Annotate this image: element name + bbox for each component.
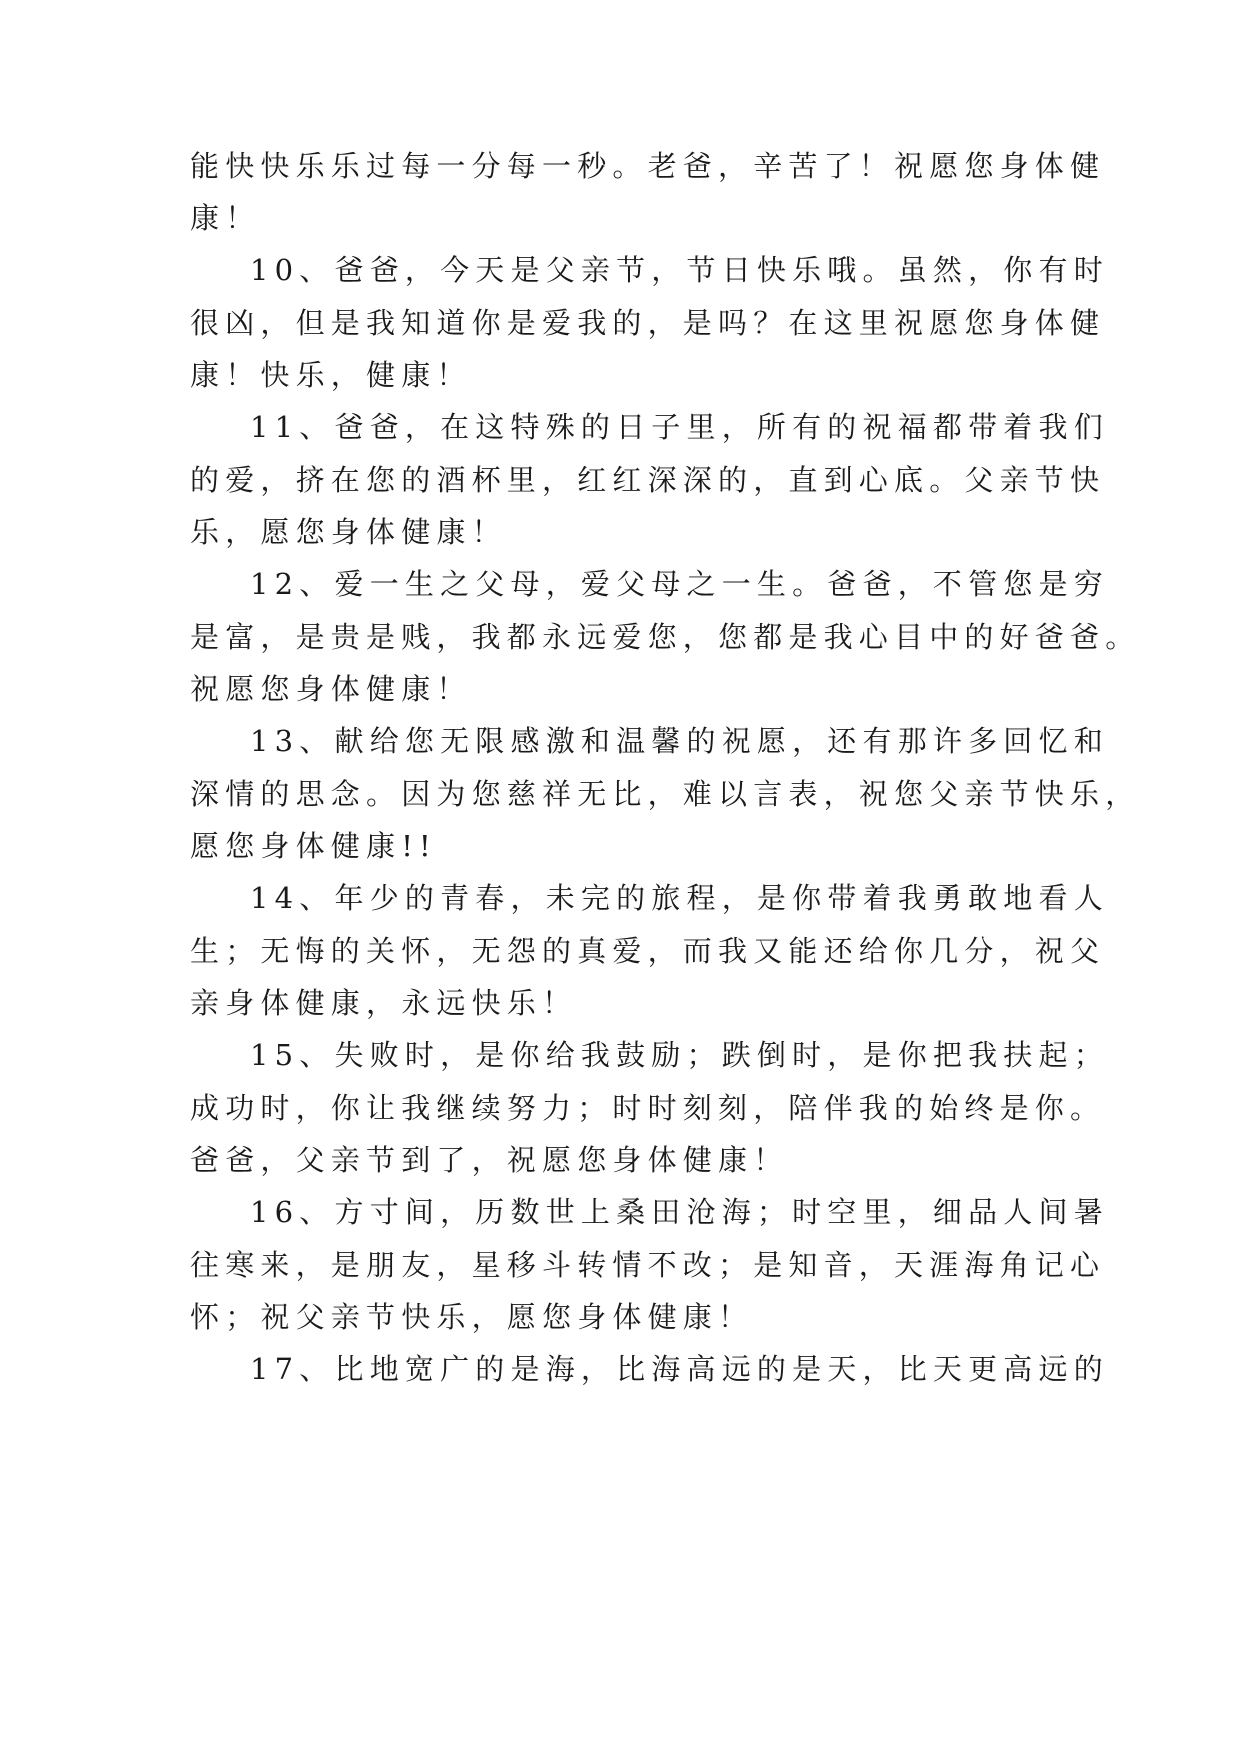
text-line: 康！快乐，健康！ xyxy=(190,358,472,392)
text-line: 很凶，但是我知道你是爱我的，是吗？在这里祝愿您身体健 xyxy=(190,306,1106,340)
paragraph-start-14: 14、年少的青春，未完的旅程，是你带着我勇敢地看人 xyxy=(250,881,1109,915)
text-line: 爸爸，父亲节到了，祝愿您身体健康！ xyxy=(190,1143,789,1177)
text-line: 能快快乐乐过每一分每一秒。老爸，辛苦了！祝愿您身体健 xyxy=(190,149,1106,183)
text-line: 康！ xyxy=(190,201,261,235)
text-line: 的爱，挤在您的酒杯里，红红深深的，直到心底。父亲节快 xyxy=(190,463,1106,497)
text-line: 成功时，你让我继续努力；时时刻刻，陪伴我的始终是你。 xyxy=(190,1091,1106,1125)
text-line: 生；无悔的关怀，无怨的真爱，而我又能还给你几分，祝父 xyxy=(190,934,1106,968)
text-line: 愿您身体健康!! xyxy=(190,829,437,863)
paragraph-start-17: 17、比地宽广的是海，比海高远的是天，比天更高远的 xyxy=(250,1352,1109,1386)
text-line: 怀；祝父亲节快乐，愿您身体健康！ xyxy=(190,1300,754,1334)
paragraph-start-13: 13、献给您无限感激和温馨的祝愿，还有那许多回忆和 xyxy=(250,724,1109,758)
paragraph-start-12: 12、爱一生之父母，爱父母之一生。爸爸，不管您是穷 xyxy=(250,567,1109,601)
paragraph-start-15: 15、失败时，是你给我鼓励；跌倒时，是你把我扶起； xyxy=(250,1038,1109,1072)
text-line: 往寒来，是朋友，星移斗转情不改；是知音，天涯海角记心 xyxy=(190,1248,1106,1282)
paragraph-start-11: 11、爸爸，在这特殊的日子里，所有的祝福都带着我们 xyxy=(250,410,1109,444)
text-line: 深情的思念。因为您慈祥无比，难以言表，祝您父亲节快乐， xyxy=(190,777,1141,811)
paragraph-start-10: 10、爸爸，今天是父亲节，节日快乐哦。虽然，你有时 xyxy=(250,253,1109,287)
text-line: 亲身体健康，永远快乐！ xyxy=(190,986,578,1020)
text-line: 乐，愿您身体健康！ xyxy=(190,515,507,549)
text-line: 祝愿您身体健康！ xyxy=(190,672,472,706)
text-line: 是富，是贵是贱，我都永远爱您，您都是我心目中的好爸爸。 xyxy=(190,620,1141,654)
paragraph-start-16: 16、方寸间，历数世上桑田沧海；时空里，细品人间暑 xyxy=(250,1195,1109,1229)
